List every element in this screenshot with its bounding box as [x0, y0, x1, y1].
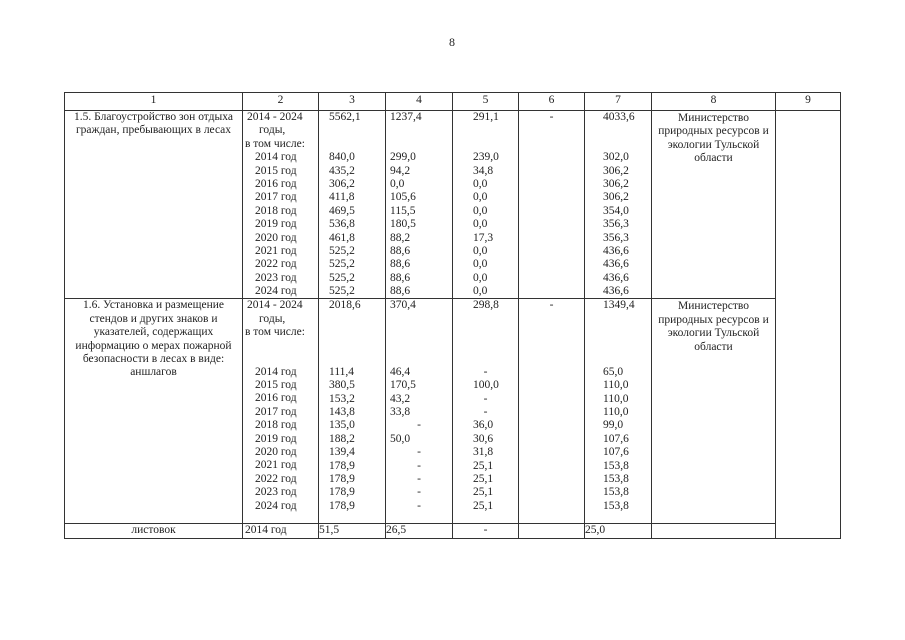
total-value: 291,1	[473, 111, 499, 123]
total-value: 4033,6	[603, 111, 635, 123]
total-value: 370,4	[390, 299, 416, 312]
year-value: 107,6	[603, 432, 629, 445]
year-value: 0,0	[473, 204, 488, 217]
year-value: 0,0	[473, 177, 488, 190]
item-description	[65, 111, 243, 299]
year-value: 178,9	[329, 486, 355, 499]
year-label: 2017 год	[255, 191, 297, 204]
item-description: листовок	[65, 523, 243, 538]
year-value: 239,0	[473, 151, 499, 164]
year-label: 2021 год	[255, 244, 297, 257]
year-value: 25,1	[473, 499, 494, 512]
year-value: 153,2	[329, 392, 355, 405]
year-value: -	[417, 446, 421, 459]
period-line: в том числе:	[245, 137, 305, 150]
year-value: 65,0	[603, 365, 624, 378]
year-value: 153,8	[603, 486, 629, 499]
year-label: 2017 год	[255, 405, 297, 418]
year-value: 525,2	[329, 271, 355, 284]
value-list	[453, 151, 518, 298]
year-value: 110,0	[603, 392, 629, 405]
col5-cell: -	[453, 523, 519, 538]
year-value: 0,0	[473, 218, 488, 231]
period-cell	[243, 299, 319, 523]
col5-cell	[453, 111, 519, 299]
year-value: -	[417, 472, 421, 485]
year-value: 840,0	[329, 151, 355, 164]
description-line: безопасности в лесах в виде:	[82, 353, 225, 366]
year-value: 178,9	[329, 499, 355, 512]
year-label: 2024 год	[255, 499, 297, 512]
year-value: 299,0	[390, 151, 416, 164]
column-header: 1	[65, 93, 243, 111]
year-list	[245, 366, 318, 513]
year-value: 435,2	[329, 164, 355, 177]
year-list	[245, 151, 318, 298]
year-value: 469,5	[329, 204, 355, 217]
year-value: 115,5	[390, 204, 416, 217]
year-value: 525,2	[329, 258, 355, 271]
description-line: аншлагов	[130, 366, 177, 379]
year-label: 2024 год	[255, 285, 297, 298]
year-value: 0,0	[473, 258, 488, 271]
year-value: 107,6	[603, 446, 629, 459]
column-header: 5	[453, 93, 519, 111]
year-value: -	[483, 392, 488, 405]
year-value: 143,8	[329, 406, 355, 419]
year-value: -	[483, 406, 488, 419]
column-header: 6	[519, 93, 585, 111]
total-value: 1237,4	[390, 111, 422, 123]
year-value: 88,6	[390, 258, 411, 271]
description-line: 1.6. Установка и размещение	[82, 299, 224, 312]
year-value: 34,8	[473, 164, 494, 177]
total-value: -	[549, 299, 554, 312]
year-value: 354,0	[603, 204, 629, 217]
year-value: 188,2	[329, 432, 355, 445]
year-value: 88,6	[390, 271, 411, 284]
year-value: 0,0	[473, 271, 488, 284]
year-value: 411,8	[329, 191, 355, 204]
year-value: 0,0	[473, 191, 488, 204]
col4-cell	[386, 111, 453, 299]
year-value: 436,6	[603, 271, 629, 284]
year-value: 110,0	[603, 406, 629, 419]
year-value: 110,0	[603, 379, 629, 392]
year-value: 0,0	[473, 285, 488, 298]
period-line: годы,	[259, 124, 286, 137]
col7-cell	[585, 111, 652, 299]
value-list	[319, 151, 385, 298]
year-label: 2023 год	[255, 271, 297, 284]
year-value: 88,6	[390, 244, 411, 257]
year-label: 2021 год	[255, 459, 297, 472]
year-value: 356,3	[603, 218, 629, 231]
col7-cell	[585, 299, 652, 523]
year-value: 153,8	[603, 499, 629, 512]
col6-cell	[519, 111, 585, 299]
total-value: 5562,1	[329, 111, 361, 123]
year-label: 2022 год	[255, 258, 297, 271]
year-label: 2019 год	[255, 432, 297, 445]
year-value: 436,6	[603, 258, 629, 271]
year-value: 525,2	[329, 244, 355, 257]
year-label: 2019 год	[255, 218, 297, 231]
col4-cell: 26,5	[386, 523, 453, 538]
column-header: 7	[585, 93, 652, 111]
agency-cell	[652, 111, 776, 299]
year-value: 436,6	[603, 285, 629, 298]
col6-cell	[519, 299, 585, 523]
period-line: 2014 - 2024	[247, 111, 303, 123]
year-value: -	[417, 459, 421, 472]
col4-cell	[386, 299, 453, 523]
value-list	[386, 151, 452, 298]
year-label: 2014 год	[255, 365, 297, 378]
year-value: 525,2	[329, 285, 355, 298]
col5-cell	[453, 299, 519, 523]
year-value: 0,0	[390, 177, 405, 190]
year-label: 2023 год	[255, 486, 297, 499]
year-value: 88,2	[390, 231, 411, 244]
item-description	[65, 299, 243, 523]
total-value: 298,8	[473, 299, 499, 312]
col3-cell: 51,5	[319, 523, 386, 538]
year-value: 178,9	[329, 459, 355, 472]
year-value: -	[417, 499, 421, 512]
year-value: 536,8	[329, 218, 355, 231]
year-value: 33,8	[390, 406, 411, 419]
year-label: 2020 год	[255, 231, 297, 244]
year-value: 99,0	[603, 419, 624, 432]
year-value: 88,6	[390, 285, 411, 298]
year-value: 306,2	[329, 177, 355, 190]
year-value: 100,0	[473, 379, 499, 392]
column-header: 8	[652, 93, 776, 111]
year-value: 302,0	[603, 151, 629, 164]
year-label: 2018 год	[255, 419, 297, 432]
year-value: 0,0	[473, 244, 488, 257]
table-row	[65, 523, 841, 538]
period-cell: 2014 год	[243, 523, 319, 538]
value-list	[319, 366, 385, 513]
col9-cell	[776, 111, 841, 539]
year-value: -	[417, 419, 421, 432]
year-value: 30,6	[473, 432, 494, 445]
year-label: 2014 год	[255, 151, 297, 164]
year-value: -	[417, 486, 421, 499]
year-value: 50,0	[390, 432, 411, 445]
year-label: 2015 год	[255, 164, 297, 177]
col6-cell	[519, 523, 585, 538]
col3-cell	[319, 299, 386, 523]
year-value: 153,8	[603, 459, 629, 472]
column-header: 3	[319, 93, 386, 111]
total-value: -	[549, 111, 554, 123]
value-list	[386, 366, 452, 513]
year-value: 356,3	[603, 231, 629, 244]
period-line: годы,	[259, 312, 286, 325]
year-value: 94,2	[390, 164, 411, 177]
year-value: 139,4	[329, 446, 355, 459]
year-label: 2016 год	[255, 177, 297, 190]
year-value: 153,8	[603, 472, 629, 485]
year-label: 2022 год	[255, 472, 297, 485]
year-value: 105,6	[390, 191, 416, 204]
period-line: 2014 - 2024	[247, 299, 303, 312]
year-value: 436,6	[603, 244, 629, 257]
year-value: 111,4	[329, 365, 355, 378]
total-value: 1349,4	[603, 299, 635, 312]
year-value: 31,8	[473, 446, 494, 459]
year-label: 2016 год	[255, 392, 297, 405]
year-value: 135,0	[329, 419, 355, 432]
description-text: 1.5. Благоустройство зон отдыха граждан, пребывающих в лесах	[74, 111, 233, 137]
year-value: 36,0	[473, 419, 494, 432]
year-value: 306,2	[603, 191, 629, 204]
column-header: 9	[776, 93, 841, 111]
year-value: 25,1	[473, 472, 494, 485]
year-label: 2018 год	[255, 204, 297, 217]
year-value: 180,5	[390, 218, 416, 231]
table-row	[65, 111, 841, 299]
header-row	[65, 93, 841, 111]
column-header: 4	[386, 93, 453, 111]
year-value: 43,2	[390, 392, 411, 405]
year-value: 170,5	[390, 379, 416, 392]
period-line: в том числе:	[245, 326, 305, 339]
year-value: 25,1	[473, 459, 494, 472]
year-value: 461,8	[329, 231, 355, 244]
year-value: 306,2	[603, 177, 629, 190]
value-list	[453, 366, 518, 513]
period-cell	[243, 111, 319, 299]
agency-text: Министерство природных ресурсов и экологии Тульской области	[658, 112, 769, 165]
total-value: 2018,6	[329, 299, 361, 312]
year-value: 46,4	[390, 365, 411, 378]
description-line: указателей, содержащих	[93, 326, 214, 339]
value-list	[585, 366, 651, 513]
year-value: -	[483, 365, 488, 378]
year-value: 380,5	[329, 379, 355, 392]
column-header: 2	[243, 93, 319, 111]
description-line: стендов и других знаков и	[89, 312, 218, 325]
year-label: 2015 год	[255, 379, 297, 392]
year-value: 17,3	[473, 231, 494, 244]
page-number: 8	[449, 35, 455, 49]
year-value: 25,1	[473, 486, 494, 499]
table-row	[65, 299, 841, 523]
year-label: 2020 год	[255, 445, 297, 458]
agency-cell	[652, 299, 776, 523]
year-value: 306,2	[603, 164, 629, 177]
description-line: информацию о мерах пожарной	[75, 339, 232, 352]
agency-cell	[652, 523, 776, 538]
col3-cell	[319, 111, 386, 299]
budget-table	[64, 92, 841, 539]
year-value: 178,9	[329, 472, 355, 485]
agency-text: Министерство природных ресурсов и экологии Тульской области	[658, 300, 769, 353]
col7-cell: 25,0	[585, 523, 652, 538]
value-list	[585, 151, 651, 298]
